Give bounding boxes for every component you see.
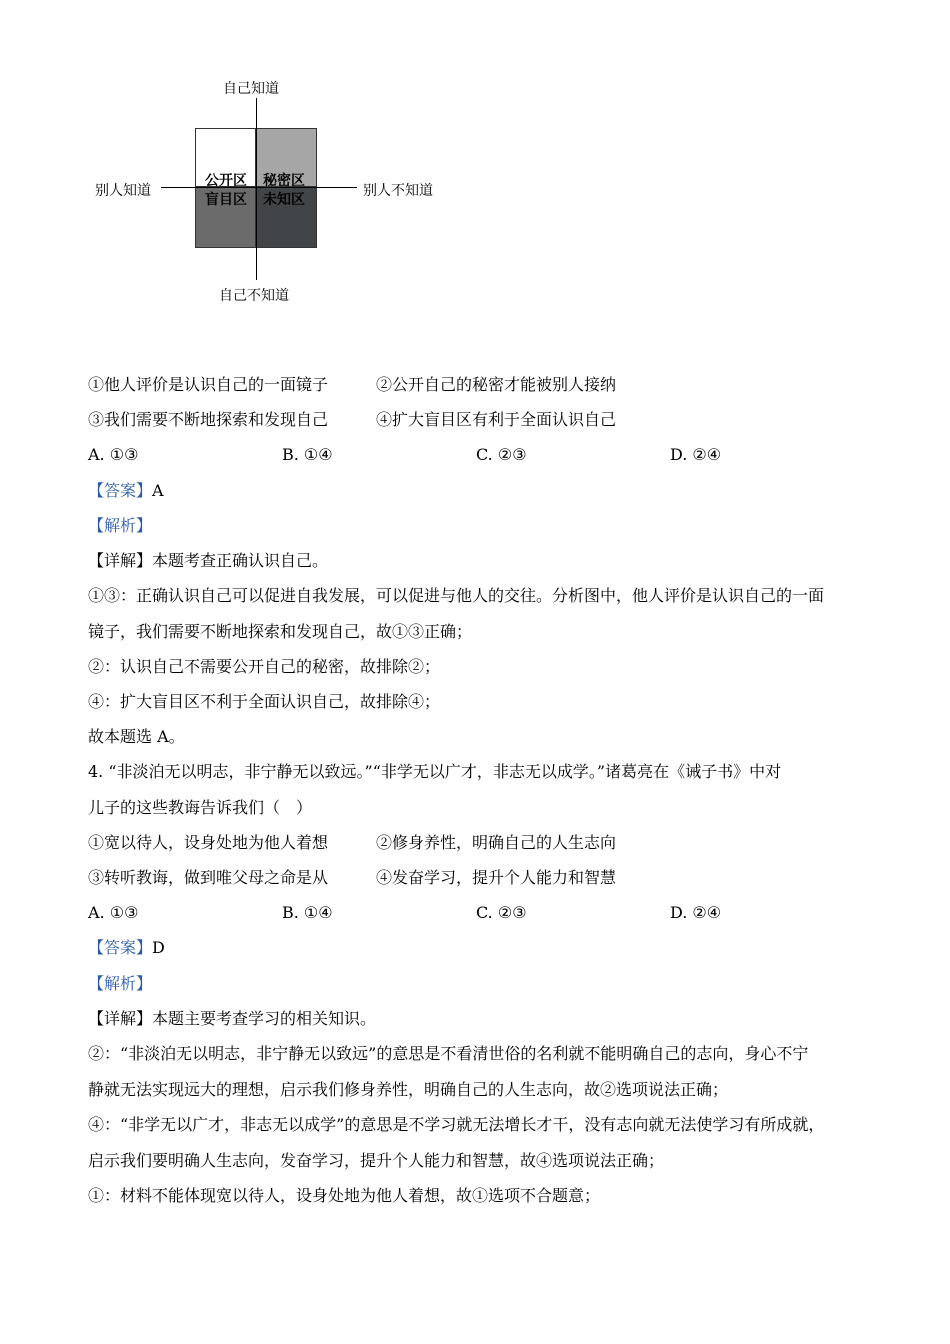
q3-conclusion: 故本题选 A。 xyxy=(88,727,185,746)
q3-choice-d: D. ②④ xyxy=(670,445,722,464)
diagram-bottom-label: 自己不知道 xyxy=(219,288,289,304)
q3-analysis-line-4: ④：扩大盲目区不利于全面认识自己，故排除④； xyxy=(88,692,441,711)
q3-analysis-line-1: ①③：正确认识自己可以促进自我发展，可以促进与他人的交往。分析图中，他人评价是认识自己的一面 xyxy=(88,586,825,605)
secret-quadrant-label: 秘密区 xyxy=(263,173,305,189)
q3-answer-line xyxy=(88,481,164,501)
diagram-left-label: 别人知道 xyxy=(95,183,151,199)
unknown-quadrant-label: 未知区 xyxy=(263,192,305,208)
q4-option-4: ④发奋学习，提升个人能力和智慧 xyxy=(376,868,617,887)
q3-analysis-line-3: ②：认识自己不需要公开自己的秘密，故排除②； xyxy=(88,657,441,676)
q4-choice-a: A. ①③ xyxy=(88,903,139,922)
diagram-top-label: 自己知道 xyxy=(223,81,279,97)
johari-window-diagram xyxy=(85,70,445,310)
q4-analysis-line-5: ①：材料不能体现宽以待人，设身处地为他人着想，故①选项不合题意； xyxy=(88,1186,601,1205)
q3-option-1: ①他人评价是认识自己的一面镜子 xyxy=(88,375,329,394)
horizontal-axis xyxy=(161,187,357,188)
q4-choice-b: B. ①④ xyxy=(282,903,333,922)
q4-option-3: ③转听教诲，做到唯父母之命是从 xyxy=(88,868,329,887)
q3-choice-b: B. ①④ xyxy=(282,445,333,464)
q3-answer-tag: 【答案】 xyxy=(88,481,153,500)
q4-answer-line xyxy=(88,938,165,958)
q4-option-2: ②修身养性，明确自己的人生志向 xyxy=(376,833,617,852)
q4-choice-c: C. ②③ xyxy=(476,903,527,922)
q4-stem-line-1: 4. “非淡泊无以明志，非宁静无以致远。”“非学无以广才，非志无以成学。”诸葛亮在《诫子书》中对 xyxy=(88,762,782,781)
q4-analysis-line-2: 静就无法实现远大的理想，启示我们修身养性，明确自己的人生志向，故②选项说法正确； xyxy=(88,1080,729,1099)
q3-choice-c: C. ②③ xyxy=(476,445,527,464)
q4-analysis-line-3: ④：“非学无以广才，非志无以成学”的意思是不学习就无法增长才干，没有志向就无法使学习有所成就， xyxy=(88,1115,825,1134)
q4-detail-tag: 【详解】 xyxy=(88,1009,153,1028)
q4-choice-d: D. ②④ xyxy=(670,903,722,922)
q3-detail: 本题考查正确认识自己。 xyxy=(152,551,329,570)
q4-analysis-line-1: ②：“非淡泊无以明志，非宁静无以致远”的意思是不看清世俗的名利就不能明确自己的志向，身心不宁 xyxy=(88,1044,809,1063)
q4-answer: D xyxy=(152,938,165,957)
blind-quadrant-label: 盲目区 xyxy=(205,192,247,208)
q3-detail-line xyxy=(88,551,328,571)
q3-detail-tag: 【详解】 xyxy=(88,551,153,570)
q3-analysis-line-2: 镜子，我们需要不断地探索和发现自己，故①③正确； xyxy=(88,622,473,641)
q3-analysis-tag: 【解析】 xyxy=(88,516,153,535)
open-quadrant-label: 公开区 xyxy=(205,173,247,189)
q4-analysis-tag: 【解析】 xyxy=(88,974,153,993)
q4-detail: 本题主要考查学习的相关知识。 xyxy=(152,1009,377,1028)
q4-stem-line-2: 儿子的这些教诲告诉我们（ ） xyxy=(88,798,313,817)
diagram-right-label: 别人不知道 xyxy=(363,183,433,199)
q3-option-2: ②公开自己的秘密才能被别人接纳 xyxy=(376,375,617,394)
q3-answer: A xyxy=(152,481,164,500)
q4-answer-tag: 【答案】 xyxy=(88,938,153,957)
q3-option-4: ④扩大盲目区有利于全面认识自己 xyxy=(376,410,617,429)
q4-option-1: ①宽以待人，设身处地为他人着想 xyxy=(88,833,329,852)
q3-option-3: ③我们需要不断地探索和发现自己 xyxy=(88,410,329,429)
q4-analysis-line-4: 启示我们要明确人生志向，发奋学习，提升个人能力和智慧，故④选项说法正确； xyxy=(88,1151,665,1170)
q3-choice-a: A. ①③ xyxy=(88,445,139,464)
q4-detail-line xyxy=(88,1009,376,1029)
vertical-axis xyxy=(256,98,257,280)
